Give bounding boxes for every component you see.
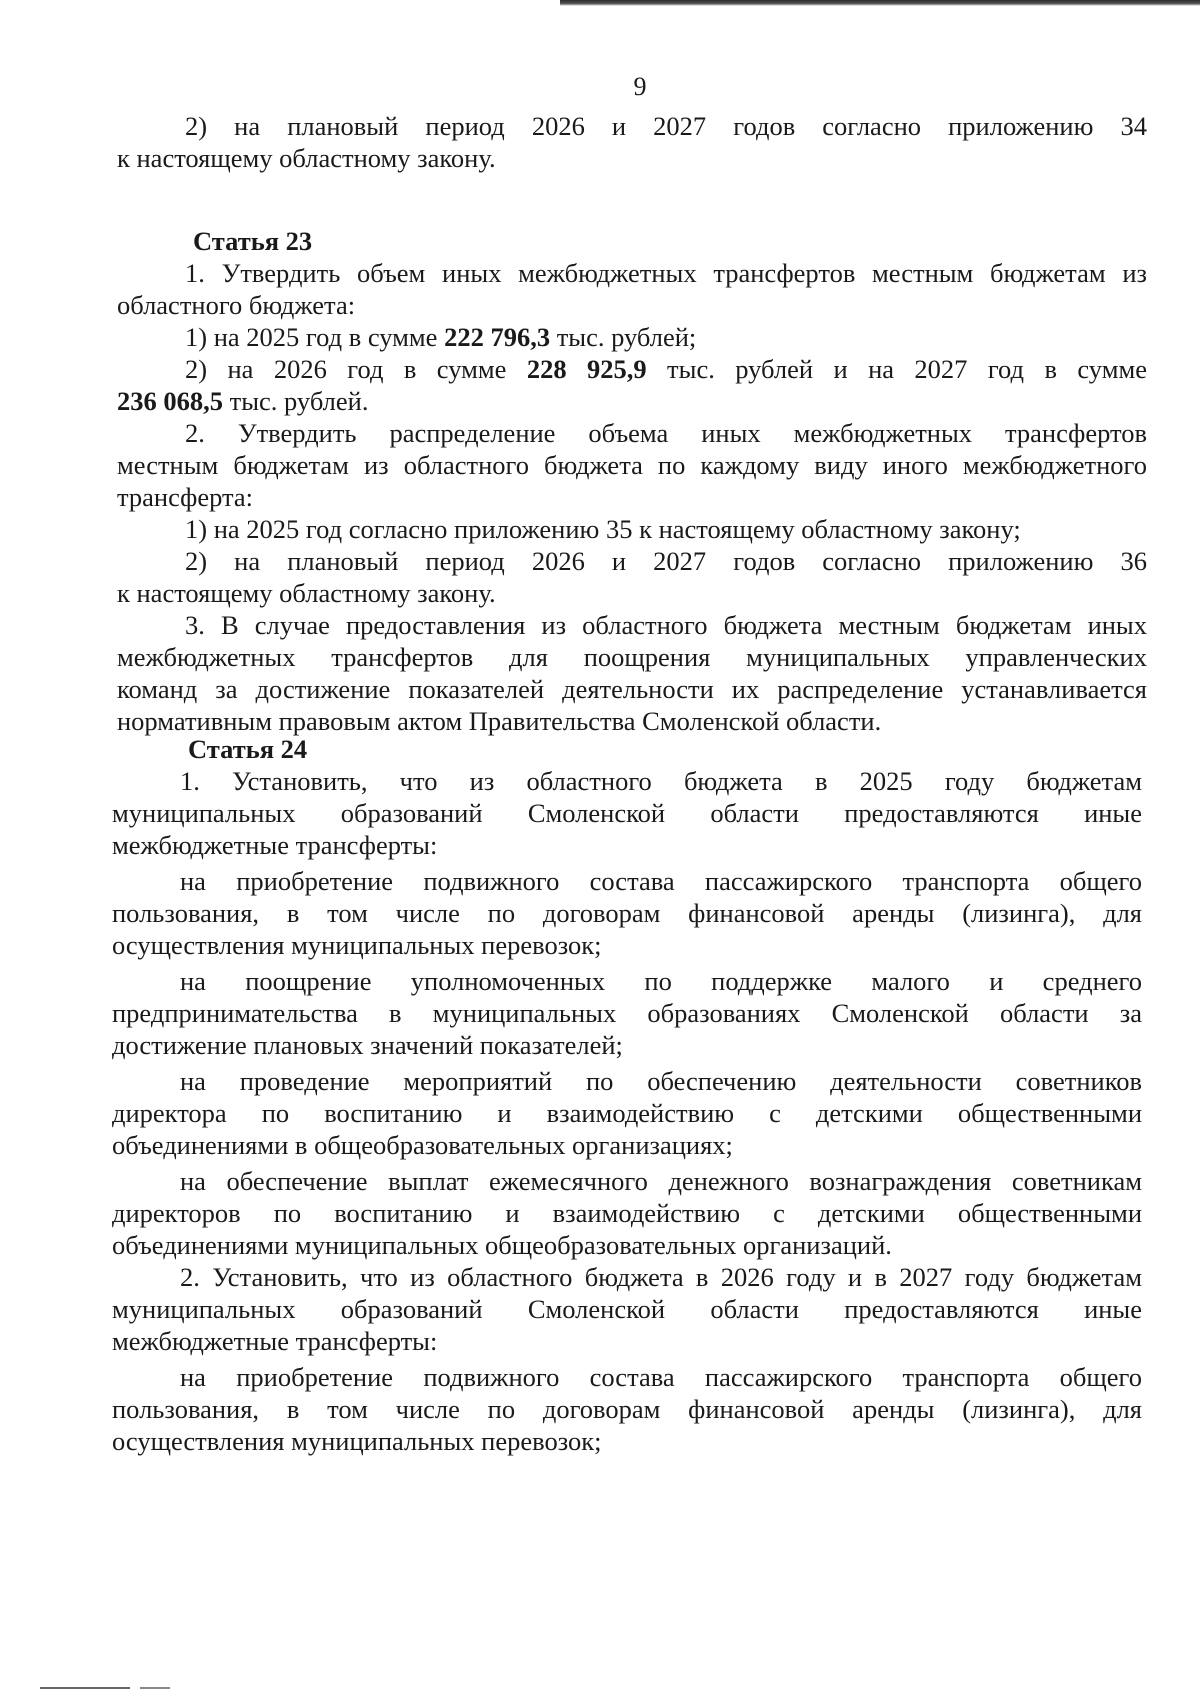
scan-edge-bottom — [40, 1687, 130, 1689]
text-line: муниципальных образований Смоленской области предоставляются иные — [112, 798, 1142, 828]
text-line: 2. Утвердить распределение объема иных межбюджетных трансфертов — [185, 418, 1147, 448]
text-run: 1) на 2025 год в сумме — [185, 322, 445, 352]
text-line — [117, 353, 1147, 385]
amount-2026: 228 925,9 — [526, 354, 647, 384]
text-line: осуществления муниципальных перевозок; — [112, 930, 602, 960]
text-line: на приобретение подвижного состава пассажирского транспорта общего — [180, 1362, 1142, 1392]
text-line: директоров по воспитанию и взаимодействию с детскими общественными — [112, 1198, 1142, 1228]
text-line — [117, 385, 1147, 417]
text-line: 1. Утвердить объем иных межбюджетных трансфертов местным бюджетам из — [185, 258, 1147, 288]
article-24 — [112, 733, 1142, 1457]
text-line — [117, 321, 1147, 353]
text-line: достижение плановых значений показателей; — [112, 1030, 623, 1060]
text-line: на проведение мероприятий по обеспечению деятельности советников — [180, 1066, 1142, 1096]
text-line: команд за достижение показателей деятельности их распределение устанавливается — [117, 674, 1147, 704]
amount-2025: 222 796,3 — [444, 322, 551, 352]
text-run: тыс. рублей; — [550, 322, 697, 352]
text-line: муниципальных образований Смоленской области предоставляются иные — [112, 1294, 1142, 1324]
text-line: 2) на плановый период 2026 и 2027 годов согласно приложению 34 — [185, 111, 1147, 141]
intro-paragraph — [117, 110, 1147, 174]
article-24-title: Статья 24 — [188, 734, 308, 764]
scan-edge-bottom-2 — [140, 1687, 170, 1689]
text-line: на поощрение уполномоченных по поддержке малого и среднего — [180, 966, 1142, 996]
text-line: местным бюджетам из областного бюджета по каждому виду иного межбюджетного — [117, 450, 1147, 480]
text-line: к настоящему областному закону. — [117, 143, 496, 173]
article-23 — [117, 225, 1147, 737]
text-line: областного бюджета: — [117, 290, 356, 320]
text-line: предпринимательства в муниципальных образованиях Смоленской области за — [112, 998, 1142, 1028]
text-line: объединениями в общеобразовательных организациях; — [112, 1130, 733, 1160]
text-run: тыс. рублей. — [223, 386, 369, 416]
text-run: тыс. рублей и на 2027 год в сумме — [646, 354, 1147, 384]
text-line: нормативным правовым актом Правительства Смоленской области. — [117, 706, 882, 736]
text-line: 1. Установить, что из областного бюджета в 2025 году бюджетам — [180, 766, 1142, 796]
text-run: 2) на 2026 год в сумме — [185, 354, 527, 384]
text-line: на обеспечение выплат ежемесячного денежного вознаграждения советникам — [180, 1166, 1142, 1196]
text-line: пользования, в том числе по договорам финансовой аренды (лизинга), для — [112, 1394, 1142, 1424]
page-number: 9 — [633, 72, 647, 101]
text-line: на приобретение подвижного состава пассажирского транспорта общего — [180, 866, 1142, 896]
text-line: межбюджетные трансферты: — [112, 830, 438, 860]
text-line: 2) на плановый период 2026 и 2027 годов согласно приложению 36 — [185, 546, 1147, 576]
text-line: пользования, в том числе по договорам финансовой аренды (лизинга), для — [112, 898, 1142, 928]
text-line: 1) на 2025 год согласно приложению 35 к настоящему областному закону; — [185, 514, 1021, 544]
text-line: 3. В случае предоставления из областного бюджета местным бюджетам иных — [185, 610, 1147, 640]
text-line: к настоящему областному закону. — [117, 578, 496, 608]
text-line: объединениями муниципальных общеобразовательных организаций. — [112, 1230, 892, 1260]
text-line: осуществления муниципальных перевозок; — [112, 1426, 602, 1456]
text-line: межбюджетные трансферты: — [112, 1326, 438, 1356]
text-line: директора по воспитанию и взаимодействию с детскими общественными — [112, 1098, 1142, 1128]
text-line: 2. Установить, что из областного бюджета в 2026 году и в 2027 году бюджетам — [180, 1262, 1142, 1292]
text-line: трансферта: — [117, 482, 254, 512]
amount-2027: 236 068,5 — [117, 386, 223, 416]
text-line: межбюджетных трансфертов для поощрения муниципальных управленческих — [117, 642, 1147, 672]
article-23-title: Статья 23 — [193, 226, 313, 256]
scan-edge-top — [560, 0, 1200, 6]
